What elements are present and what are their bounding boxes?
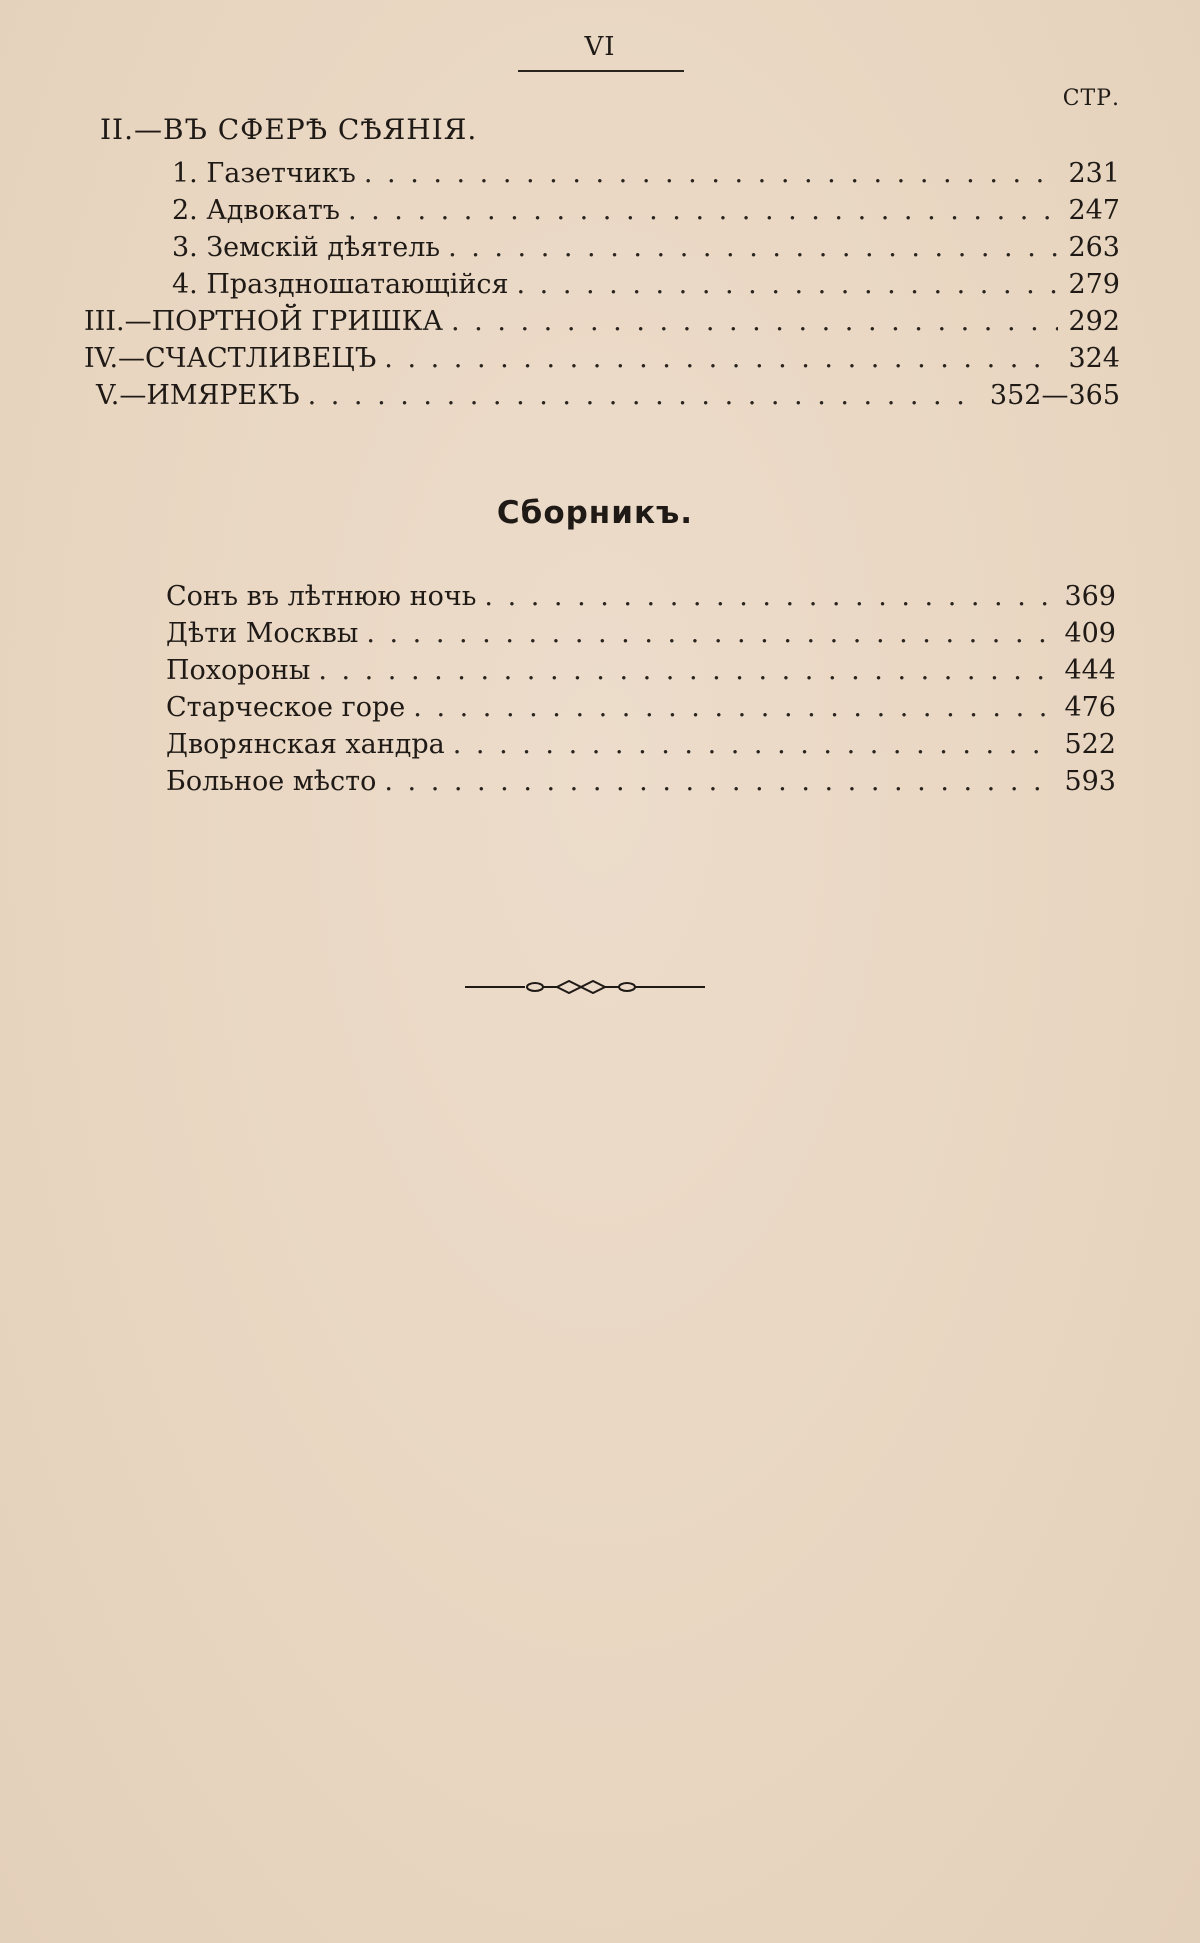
dot-leader <box>308 379 980 413</box>
toc-part-entry[interactable] <box>84 305 1120 339</box>
dot-leader <box>318 654 1054 688</box>
toc-entry-title: Дѣти Москвы <box>166 618 359 649</box>
toc-entry-title: 3. Земскій дѣятель <box>172 232 441 263</box>
toc-entry-page: 263 <box>1068 232 1120 263</box>
toc-entry-title: 1. Газетчикъ <box>172 158 356 189</box>
toc-entry-title: Дворянская хандра <box>166 729 445 760</box>
toc-part-entry[interactable] <box>84 342 1120 376</box>
dot-leader <box>384 765 1054 799</box>
header-rule <box>518 70 684 72</box>
toc-entry[interactable] <box>172 157 1120 191</box>
toc-entry[interactable] <box>166 654 1116 688</box>
toc-entry-page: 247 <box>1068 195 1120 226</box>
dot-leader <box>348 194 1058 228</box>
dot-leader <box>517 268 1059 302</box>
toc-entry[interactable] <box>172 231 1120 265</box>
toc-entry-page: 476 <box>1064 692 1116 723</box>
dot-leader <box>451 305 1058 339</box>
toc-entry-title: 4. Праздношатающійся <box>172 269 509 300</box>
toc-entry-page: 352—365 <box>989 380 1120 411</box>
toc-entry[interactable] <box>172 268 1120 302</box>
section-heading: II.—ВЪ СФЕРѢ СѢЯНІЯ. <box>100 113 478 146</box>
ornamental-rule-icon <box>465 975 705 999</box>
toc-entry-title: Больное мѣсто <box>166 766 377 797</box>
toc-entry-page: 324 <box>1068 343 1120 374</box>
toc-entry-title: 2. Адвокатъ <box>172 195 340 226</box>
toc-part-entry[interactable] <box>96 379 1120 413</box>
toc-entry[interactable] <box>166 580 1116 614</box>
dot-leader <box>448 231 1058 265</box>
toc-entry-page: 593 <box>1064 766 1116 797</box>
collection-title: Сборникъ. <box>496 495 694 531</box>
dot-leader <box>484 580 1054 614</box>
toc-entry[interactable] <box>172 194 1120 228</box>
toc-entry-page: 444 <box>1064 655 1116 686</box>
toc-entry-page: 409 <box>1064 618 1116 649</box>
toc-entry-title: Похороны <box>166 655 311 686</box>
toc-entry-title: Сонъ въ лѣтнюю ночь <box>166 581 477 612</box>
dot-leader <box>364 157 1059 191</box>
dot-leader <box>384 342 1058 376</box>
toc-entry[interactable] <box>166 728 1116 762</box>
page-number: VI <box>584 32 616 62</box>
toc-entry-page: 292 <box>1068 306 1120 337</box>
toc-entry-page: 522 <box>1064 729 1116 760</box>
toc-entry-page: 231 <box>1068 158 1120 189</box>
toc-entry[interactable] <box>166 765 1116 799</box>
toc-entry-page: 369 <box>1064 581 1116 612</box>
dot-leader <box>366 617 1054 651</box>
toc-entry-title: V.—ИМЯРЕКЪ <box>96 380 300 411</box>
dot-leader <box>453 728 1055 762</box>
toc-entry[interactable] <box>166 691 1116 725</box>
toc-entry-page: 279 <box>1068 269 1120 300</box>
toc-entry-title: Старческое горе <box>166 692 406 723</box>
toc-entry-title: III.—ПОРТНОЙ ГРИШКА <box>84 306 443 337</box>
toc-entry-title: IV.—СЧАСТЛИВЕЦЪ <box>84 343 377 374</box>
page-column-label: СТР. <box>1062 86 1120 111</box>
toc-entry[interactable] <box>166 617 1116 651</box>
dot-leader <box>413 691 1054 725</box>
